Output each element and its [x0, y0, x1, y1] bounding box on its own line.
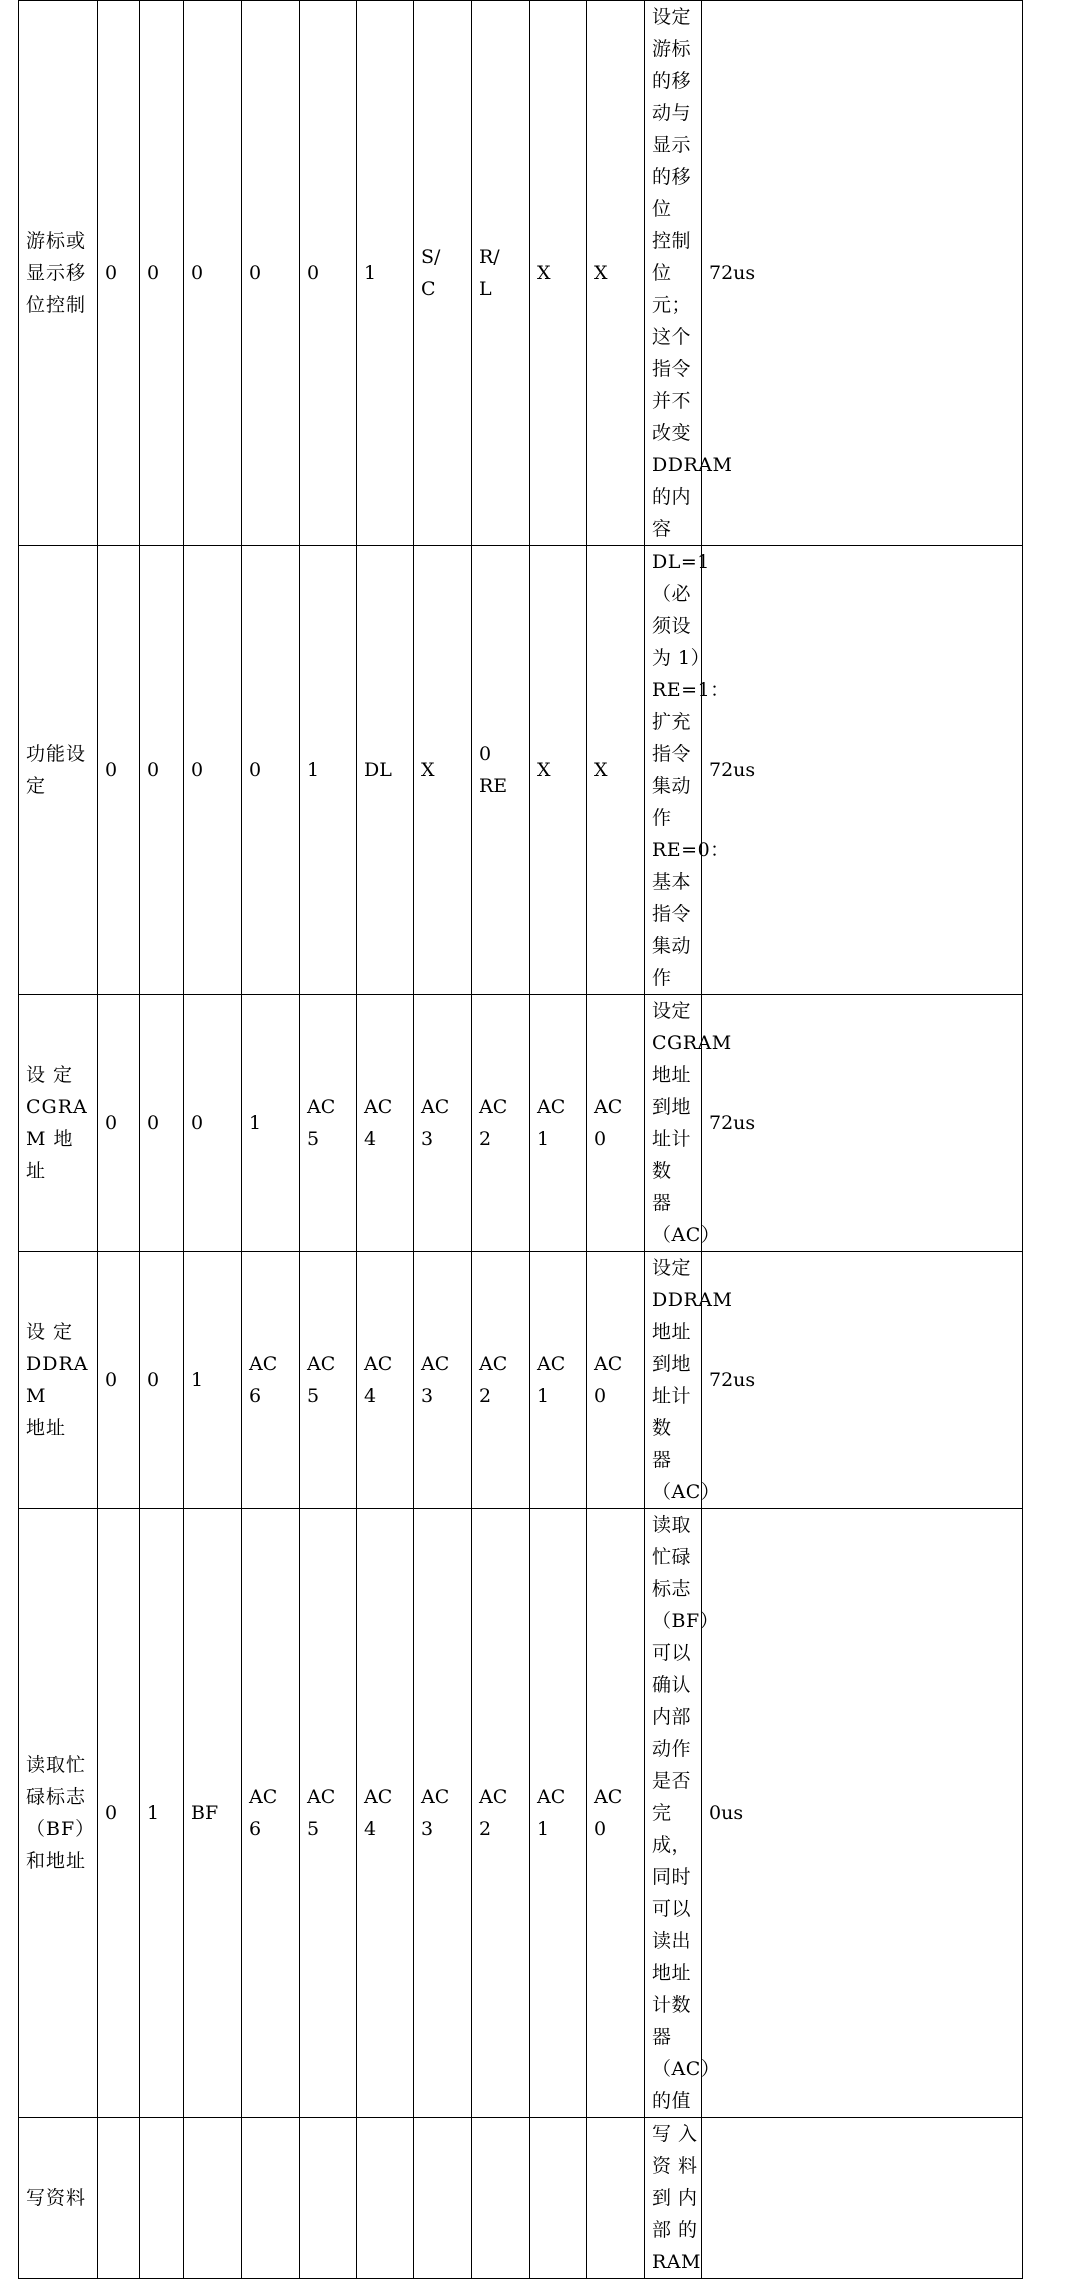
- bit-cell-2: [184, 1252, 242, 1509]
- instruction-description-line: DL=1 （必须设为 1）: [652, 551, 711, 669]
- instruction-description-line: 器（AC）: [652, 1192, 721, 1246]
- instruction-row-cursor-display-shift: [19, 1, 1081, 546]
- bit-value: 1: [191, 1369, 204, 1391]
- bit-cell-6: [414, 1, 472, 546]
- bit-cell-4: [300, 546, 357, 995]
- bit-value: AC: [479, 1786, 508, 1808]
- bit-cell-8: [530, 2118, 587, 2279]
- bit-value: 0: [191, 1112, 204, 1134]
- bit-value: 1: [147, 1802, 160, 1824]
- bit-cell-4: [300, 1252, 357, 1509]
- bit-value: AC: [307, 1786, 336, 1808]
- bit-cell-8: [530, 546, 587, 995]
- bit-value: 5: [307, 1818, 320, 1840]
- instruction-description-line: 内部动作是否完成，同时可以: [652, 1706, 692, 1920]
- instruction-table-body: [19, 1, 1081, 2279]
- bit-cell-1: [140, 1509, 184, 2118]
- bit-cell-7: [472, 1, 530, 546]
- instruction-row-write-data: [19, 2118, 1081, 2279]
- bit-cell-8: [530, 995, 587, 1252]
- instruction-description-cell: [645, 1509, 721, 2118]
- bit-value: 0: [594, 1818, 607, 1840]
- instruction-description-line: 控制位元；这个指令并不改变: [652, 230, 692, 444]
- bit-value: X: [421, 759, 435, 781]
- bit-value: 4: [364, 1818, 377, 1840]
- bit-value: 0: [105, 1112, 118, 1134]
- instruction-name-line: 位控制: [26, 294, 87, 316]
- bit-cell-8: [530, 1252, 587, 1509]
- instruction-name-line: 游标或: [26, 230, 87, 252]
- instruction-name-line: （BF）: [26, 1818, 96, 1840]
- execution-time-value: 72us: [709, 262, 756, 284]
- execution-time-cell: [702, 1509, 1023, 2118]
- instruction-name-line: DDRA: [26, 1353, 89, 1375]
- instruction-description-line: 设定 CGRAM 地址到地址计数: [652, 1000, 732, 1182]
- instruction-table: [18, 0, 1081, 2279]
- bit-value: AC: [594, 1786, 623, 1808]
- instruction-row-function-set: [19, 546, 1081, 995]
- bit-value: 0: [594, 1385, 607, 1407]
- instruction-name-line: 读取忙: [26, 1754, 87, 1776]
- bit-value: L: [479, 278, 492, 300]
- instruction-row-set-cgram-address: [19, 995, 1081, 1252]
- bit-cell-0: [98, 1, 140, 546]
- bit-value: 6: [249, 1385, 262, 1407]
- bit-cell-4: [300, 995, 357, 1252]
- instruction-description-line: 读取忙碌标志（BF）可以确认: [652, 1514, 720, 1696]
- bit-cell-5: [357, 546, 414, 995]
- bit-cell-1: [140, 546, 184, 995]
- bit-value: 5: [307, 1128, 320, 1150]
- instruction-name-line: M: [26, 1385, 47, 1407]
- bit-value: X: [537, 262, 551, 284]
- bit-value: 0: [479, 743, 492, 765]
- bit-value: AC: [594, 1096, 623, 1118]
- bit-value: 0: [249, 759, 262, 781]
- bit-value: 0: [307, 262, 320, 284]
- bit-cell-1: [140, 1252, 184, 1509]
- bit-cell-9: [587, 2118, 645, 2279]
- instruction-description-line: 写 入 资 料 到 内 部 的 RAM: [652, 2123, 701, 2273]
- instruction-name-line: 和地址: [26, 1850, 87, 1872]
- bit-cell-5: [357, 2118, 414, 2279]
- bit-cell-5: [357, 1, 414, 546]
- bit-value: AC: [537, 1096, 566, 1118]
- bit-cell-2: [184, 1509, 242, 2118]
- instruction-row-read-busy-flag-address: [19, 1509, 1081, 2118]
- instruction-description-line: DDRAM 的内容: [652, 454, 733, 540]
- instruction-name-line: 地址: [26, 1417, 67, 1439]
- bit-value: AC: [479, 1353, 508, 1375]
- instruction-description-line: 器（AC）: [652, 1449, 721, 1503]
- bit-cell-1: [140, 2118, 184, 2279]
- bit-cell-0: [98, 1509, 140, 2118]
- instruction-description-line: RE=0： 基本指令集动作: [652, 839, 730, 989]
- bit-value: 4: [364, 1128, 377, 1150]
- bit-value: 1: [307, 759, 320, 781]
- bit-value: S/: [421, 246, 441, 268]
- bit-cell-6: [414, 995, 472, 1252]
- bit-cell-0: [98, 1252, 140, 1509]
- bit-cell-6: [414, 1509, 472, 2118]
- bit-cell-0: [98, 2118, 140, 2279]
- bit-value: C: [421, 278, 436, 300]
- bit-cell-3: [242, 1252, 300, 1509]
- bit-value: DL: [364, 759, 392, 781]
- instruction-name-line: 功能设: [26, 743, 87, 765]
- bit-cell-1: [140, 995, 184, 1252]
- bit-value: 1: [537, 1128, 550, 1150]
- bit-value: 2: [479, 1385, 492, 1407]
- bit-cell-5: [357, 995, 414, 1252]
- execution-time-value: 72us: [709, 1112, 756, 1134]
- instruction-description-line: 设定 DDRAM 地址到地址计数: [652, 1257, 733, 1439]
- bit-cell-9: [587, 995, 645, 1252]
- bit-cell-9: [587, 1252, 645, 1509]
- bit-value: AC: [421, 1786, 450, 1808]
- bit-cell-4: [300, 1509, 357, 2118]
- bit-cell-3: [242, 546, 300, 995]
- instruction-name-cell: [19, 546, 98, 995]
- bit-value: 0: [105, 759, 118, 781]
- execution-time-cell: [702, 1252, 1023, 1509]
- bit-cell-9: [587, 546, 645, 995]
- bit-value: 0: [191, 262, 204, 284]
- instruction-name-cell: [19, 995, 98, 1252]
- bit-cell-7: [472, 1252, 530, 1509]
- bit-value: X: [594, 262, 608, 284]
- bit-value: 3: [421, 1385, 434, 1407]
- instruction-name-line: 址: [26, 1160, 47, 1182]
- instruction-name-line: 定: [26, 775, 47, 797]
- bit-value: 0: [105, 1802, 118, 1824]
- instruction-description-cell: [645, 2118, 702, 2279]
- bit-value: AC: [421, 1353, 450, 1375]
- instruction-description-cell: [645, 546, 730, 995]
- execution-time-value: 0us: [709, 1802, 744, 1824]
- bit-cell-3: [242, 1, 300, 546]
- bit-value: AC: [537, 1786, 566, 1808]
- bit-value: 3: [421, 1128, 434, 1150]
- bit-value: 4: [364, 1385, 377, 1407]
- bit-cell-2: [184, 1, 242, 546]
- bit-value: AC: [249, 1353, 278, 1375]
- bit-value: X: [594, 759, 608, 781]
- instruction-name-line: 碌标志: [26, 1786, 87, 1808]
- bit-cell-7: [472, 995, 530, 1252]
- bit-cell-2: [184, 995, 242, 1252]
- bit-value: AC: [307, 1353, 336, 1375]
- instruction-name-cell: [19, 1252, 98, 1509]
- execution-time-value: 72us: [709, 1369, 756, 1391]
- bit-cell-7: [472, 2118, 530, 2279]
- bit-value: 6: [249, 1818, 262, 1840]
- execution-time-cell: [702, 2118, 1023, 2279]
- bit-cell-1: [140, 1, 184, 546]
- bit-value: 1: [537, 1385, 550, 1407]
- bit-value: 0: [147, 759, 160, 781]
- bit-cell-0: [98, 995, 140, 1252]
- bit-value: 0: [147, 1112, 160, 1134]
- bit-value: AC: [307, 1096, 336, 1118]
- instruction-name-line: CGRA: [26, 1096, 88, 1118]
- bit-cell-5: [357, 1509, 414, 2118]
- bit-value: AC: [364, 1786, 393, 1808]
- bit-value: AC: [421, 1096, 450, 1118]
- bit-value: 0: [105, 262, 118, 284]
- bit-value: 1: [364, 262, 377, 284]
- instruction-name-cell: [19, 1, 98, 546]
- instruction-name-line: M 地: [26, 1128, 74, 1150]
- execution-time-cell: [702, 546, 1023, 995]
- instruction-description-line: 读出地址计数器（AC）的值: [652, 1930, 721, 2112]
- bit-cell-2: [184, 546, 242, 995]
- bit-value: AC: [364, 1096, 393, 1118]
- bit-cell-2: [184, 2118, 242, 2279]
- bit-cell-9: [587, 1, 645, 546]
- bit-value: AC: [364, 1353, 393, 1375]
- bit-value: 0: [147, 1369, 160, 1391]
- bit-value: RE: [479, 775, 508, 797]
- bit-cell-5: [357, 1252, 414, 1509]
- instruction-row-set-ddram-address: [19, 1252, 1081, 1509]
- bit-cell-8: [530, 1, 587, 546]
- bit-value: 1: [249, 1112, 262, 1134]
- bit-cell-6: [414, 2118, 472, 2279]
- instruction-name-line: 设 定: [26, 1321, 74, 1343]
- bit-value: BF: [191, 1802, 219, 1824]
- bit-value: 0: [191, 759, 204, 781]
- bit-value: X: [537, 759, 551, 781]
- bit-cell-3: [242, 995, 300, 1252]
- instruction-description-line: 设定游标的移动与显示的移位: [652, 6, 692, 220]
- instruction-name-line: 设 定: [26, 1064, 74, 1086]
- bit-cell-7: [472, 546, 530, 995]
- bit-value: 3: [421, 1818, 434, 1840]
- bit-value: 1: [537, 1818, 550, 1840]
- instruction-description-cell: [645, 995, 732, 1252]
- instruction-name-line: 显示移: [26, 262, 87, 284]
- bit-value: 0: [105, 1369, 118, 1391]
- bit-cell-3: [242, 2118, 300, 2279]
- bit-value: AC: [537, 1353, 566, 1375]
- bit-cell-6: [414, 546, 472, 995]
- execution-time-value: 72us: [709, 759, 756, 781]
- execution-time-cell: [702, 995, 1023, 1252]
- bit-cell-7: [472, 1509, 530, 2118]
- bit-cell-9: [587, 1509, 645, 2118]
- instruction-description-line: RE=1： 扩充指令集动作: [652, 679, 730, 829]
- bit-cell-8: [530, 1509, 587, 2118]
- instruction-name-cell: [19, 2118, 98, 2279]
- bit-value: R/: [479, 246, 500, 268]
- bit-value: 0: [249, 262, 262, 284]
- bit-value: 0: [594, 1128, 607, 1150]
- bit-value: AC: [249, 1786, 278, 1808]
- bit-cell-4: [300, 1, 357, 546]
- bit-value: AC: [594, 1353, 623, 1375]
- instruction-name-line: 写资料: [26, 2187, 87, 2209]
- bit-value: AC: [479, 1096, 508, 1118]
- bit-value: 0: [147, 262, 160, 284]
- bit-cell-4: [300, 2118, 357, 2279]
- bit-cell-0: [98, 546, 140, 995]
- bit-value: 2: [479, 1818, 492, 1840]
- bit-value: 5: [307, 1385, 320, 1407]
- bit-cell-3: [242, 1509, 300, 2118]
- instruction-name-cell: [19, 1509, 98, 2118]
- execution-time-cell: [702, 1, 1023, 546]
- bit-cell-6: [414, 1252, 472, 1509]
- bit-value: 2: [479, 1128, 492, 1150]
